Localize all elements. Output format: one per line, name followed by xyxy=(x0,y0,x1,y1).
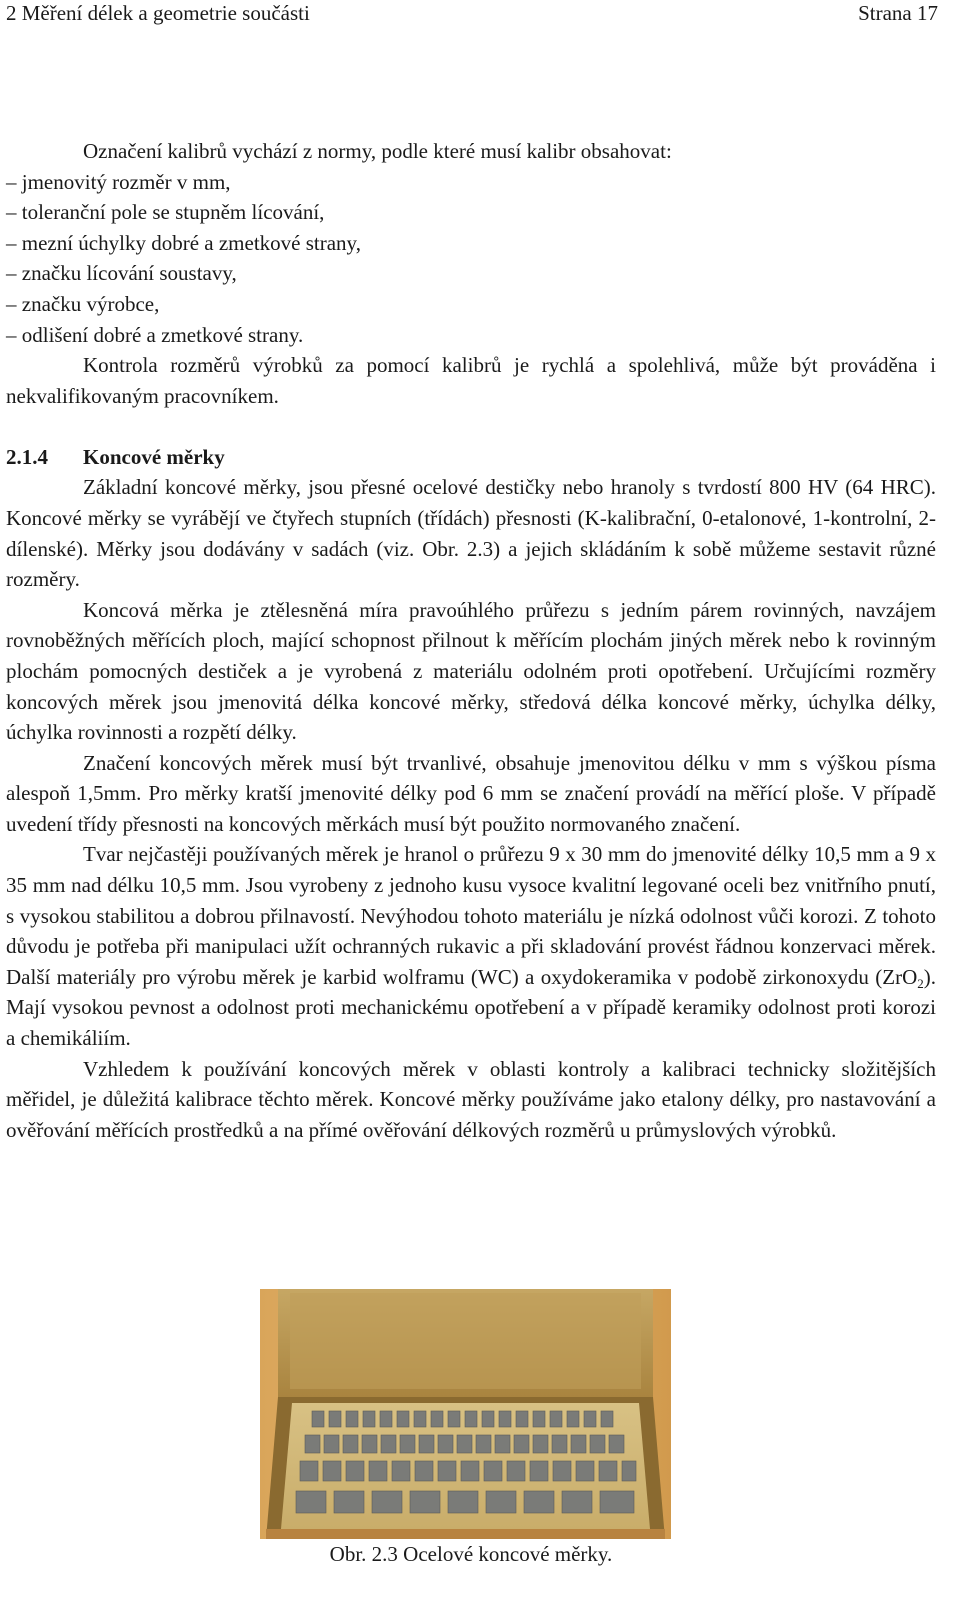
paragraph-5: Vzhledem k používání koncových měrek v oblasti kontroly a kalibraci technicky složitějších měřidel, je důležitá kalibrace těchto měrek. Koncové měrky používáme jako etalony délky, pro nastavování a ověřování měřících prostředků a na přímé ověřování délkových rozměrů u průmyslových výrobků. xyxy=(6,1056,936,1142)
paragraph-4: Tvar nejčastěji používaných měrek je hranol o průřezu 9 x 30 mm do jmenovité délky 10,5 mm a 9 x 35 mm nad délku 10,5 mm. Jsou vyrobeny z jednoho kusu vysoce kvalitní legované oceli bez vnitřního pnutí, s vysokou stabilitou a dobrou přilnavostí. Nevýhodou tohoto materiálu je nízká odolnost vůči korozi. Z tohoto důvodu je potřeba při manipulaci užít ochranných rukavic a při skladování provést řádnou konzervaci měrek. Další materiály pro výrobu měrek je karbid wolframu (WC) a oxydokeramika v podobě zirkonoxydu (ZrO$_2$). Mají vysokou pevnost a odolnost proti mechanickému opotřebení a v případě keramiky odolnost proti korozi a chemikáliím. xyxy=(6,842,936,1051)
page-number: Strana 17 xyxy=(858,1,938,25)
paragraph-2: Koncová měrka je ztělesněná míra pravoúhlého průřezu s jedním párem rovinných, navzájem rovnoběžných měřících ploch, mající schopnost přilnout k měřícím plochám jiných měrek nebo k rovinným plochám pomocných destiček a je vyrobená z materiálu odolném proti opotřebení. Určujícími rozměry koncových měrek jsou jmenovitá délka koncové měrky, středová délka koncové měrky, úchylka délky, úchylka rovinnosti a rozpětí délky. xyxy=(6,597,936,745)
list-item: – mezní úchylky dobré a zmetkové strany, xyxy=(6,230,361,255)
gauge-block-set-photo xyxy=(260,1289,671,1539)
list-item: – toleranční pole se stupněm lícování, xyxy=(6,200,325,225)
list-item: – jmenovitý rozměr v mm, xyxy=(6,169,231,194)
page-body xyxy=(6,136,936,1145)
page-header xyxy=(6,0,938,28)
section-heading xyxy=(6,442,936,472)
list-item: – značku výrobce, xyxy=(6,291,160,316)
section-number: 2.1.4 xyxy=(6,445,48,470)
paragraph-3: Značení koncových měrek musí být trvanlivé, obsahuje jmenovitou délku v mm s výškou písma alespoň 1,5mm. Pro měrky kratší jmenovité délky pod 6 mm se značení provádí na měřící ploše. V případě uvedení třídy přesnosti na koncových měrkách musí být použito normovaného značení. xyxy=(6,750,936,836)
list-item: – značku lícování soustavy, xyxy=(6,261,237,286)
requirements-list xyxy=(6,167,936,351)
section-title: Koncové měrky xyxy=(83,445,225,470)
list-item: – odlišení dobré a zmetkové strany. xyxy=(6,322,304,347)
intro-paragraph: Označení kalibrů vychází z normy, podle které musí kalibr obsahovat: xyxy=(83,139,672,163)
figure-caption: Obr. 2.3 Ocelové koncové měrky. xyxy=(329,1542,613,1566)
paragraph-1: Základní koncové měrky, jsou přesné ocelové destičky nebo hranoly s tvrdostí 800 HV (64 HRC). Koncové měrky se vyrábějí ve čtyřech stupních (třídách) přesnosti (K-kalibrační, 0-etalonové, 1-kontrolní, 2-dílenské). Měrky jsou dodávány v sadách (viz. Obr. 2.3) a jejich skládáním k sobě můžeme sestavit různé rozměry. xyxy=(6,475,936,592)
kontrola-paragraph: Kontrola rozměrů výrobků za pomocí kalibrů je rychlá a spolehlivá, může být prováděna i nekvalifikovaným pracovníkem. xyxy=(6,353,936,408)
chapter-title: 2 Měření délek a geometrie součásti xyxy=(6,1,310,25)
